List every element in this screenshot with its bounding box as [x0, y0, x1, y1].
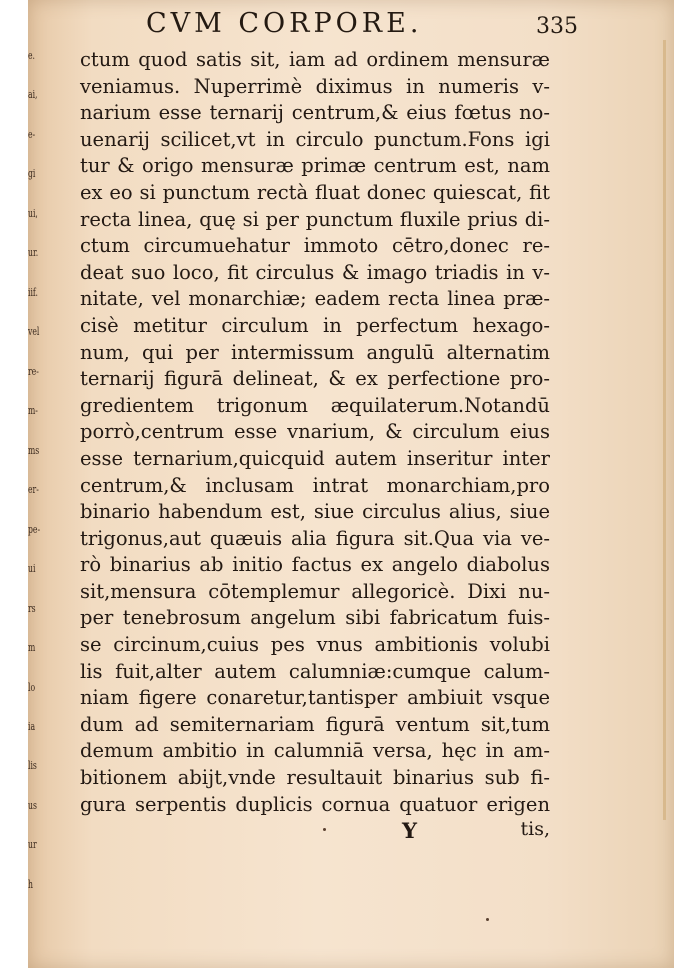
text-line: ternarij figurā delineat, & ex perfectione pro- — [80, 367, 550, 391]
catchword: tis, — [520, 818, 550, 840]
page-header — [146, 8, 578, 44]
gutter-fragment: pe- — [28, 522, 41, 536]
text-line: trigonus,aut quæuis alia figura sit.Qua via ve- — [80, 526, 550, 550]
gutter-fragment: lo — [28, 680, 36, 694]
text-line: lis fuit,alter autem calumniæ:cumque calum- — [80, 659, 550, 683]
text-line: porrò,centrum esse vnarium, & circulum eius — [80, 420, 550, 444]
text-line: gura serpentis duplicis cornua quatuor erigen — [80, 792, 550, 816]
text-line: niam figere conaretur,tantisper ambiuit vsque — [80, 686, 550, 710]
text-line: binario habendum est, siue circulus alius, siue — [80, 500, 550, 524]
gutter-fragment: ai, — [28, 88, 38, 102]
text-line: rò binarius ab initio factus ex angelo diabolus — [80, 553, 550, 577]
text-line: recta linea, quę si per punctum fluxile prius di- — [80, 207, 550, 231]
text-line: ex eo si punctum rectà fluat donec quiescat, fit — [80, 180, 550, 204]
gutter-fragment: h — [28, 877, 33, 891]
book-page — [28, 0, 674, 968]
text-line: bitionem abijt,vnde resultauit binarius sub fi- — [80, 766, 550, 790]
text-line: se circinum,cuius pes vnus ambitionis volubi — [80, 633, 550, 657]
text-line: nitate, vel monarchiæ; eadem recta linea præ- — [80, 287, 550, 311]
gutter-fragment: e. — [28, 49, 36, 62]
gutter-fragment: vel — [28, 325, 40, 339]
gutter-fragment: ur. — [28, 246, 39, 260]
text-line: esse ternarium,quicquid autem inseritur inter — [80, 446, 550, 470]
gutter-fragment: ur — [28, 838, 37, 852]
text-line: ctum circumuehatur immoto cētro,donec re- — [80, 234, 550, 258]
ink-speck — [486, 918, 489, 921]
gutter-fragment: rs — [28, 601, 36, 615]
gutter-fragment: m — [28, 641, 36, 655]
text-line: deat suo loco, fit circulus & imago triadis in v- — [80, 260, 550, 284]
text-line: per tenebrosum angelum sibi fabricatum fuis- — [80, 606, 550, 630]
text-line: veniamus. Nuperrimè diximus in numeris v- — [80, 74, 550, 98]
text-line: tur & origo mensuræ primæ centrum est, nam — [80, 154, 550, 178]
text-line: dum ad semiternariam figurā ventum sit,tum — [80, 712, 550, 736]
gutter-fragment: iif. — [28, 285, 38, 299]
signature-mark: Y — [402, 818, 417, 843]
gutter-fragment: ui — [28, 562, 36, 576]
page-footer — [80, 818, 550, 848]
gutter-fragment: m- — [28, 404, 38, 418]
text-line: narium esse ternarij centrum,& eius fœtus no- — [80, 101, 550, 125]
gutter-fragment: ui, — [28, 206, 38, 220]
gutter-fragment: lis — [28, 759, 37, 773]
text-line: centrum,& inclusam intrat monarchiam,pro — [80, 473, 550, 497]
gutter-fragment: ms — [28, 443, 40, 457]
text-line: cisè metitur circulum in perfectum hexago- — [80, 313, 550, 337]
running-title: CVM CORPORE. — [146, 8, 423, 39]
page-edge-rule — [663, 40, 666, 820]
body-text — [80, 47, 550, 818]
text-line: gredientem trigonum æquilaterum.Notandū — [80, 393, 550, 417]
page-number: 335 — [536, 14, 578, 39]
text-line: demum ambitio in calumniā versa, hęc in am- — [80, 739, 550, 763]
text-line: num, qui per intermissum angulū alternatim — [80, 340, 550, 364]
gutter-fragment: ia — [28, 719, 36, 733]
gutter-fragment: gi — [28, 167, 36, 181]
ink-speck — [323, 828, 326, 831]
text-line: ctum quod satis sit, iam ad ordinem mensuræ — [80, 48, 550, 71]
gutter-fragment: us — [28, 798, 37, 812]
gutter-fragment: re- — [28, 364, 39, 378]
text-line: sit,mensura cōtemplemur allegoricè. Dixi nu- — [80, 579, 550, 603]
gutter-fragment: er- — [28, 483, 39, 497]
text-line: uenarij scilicet,vt in circulo punctum.Fons igi — [80, 127, 550, 151]
facing-page-gutter — [28, 50, 46, 890]
gutter-fragment: e- — [28, 127, 36, 141]
